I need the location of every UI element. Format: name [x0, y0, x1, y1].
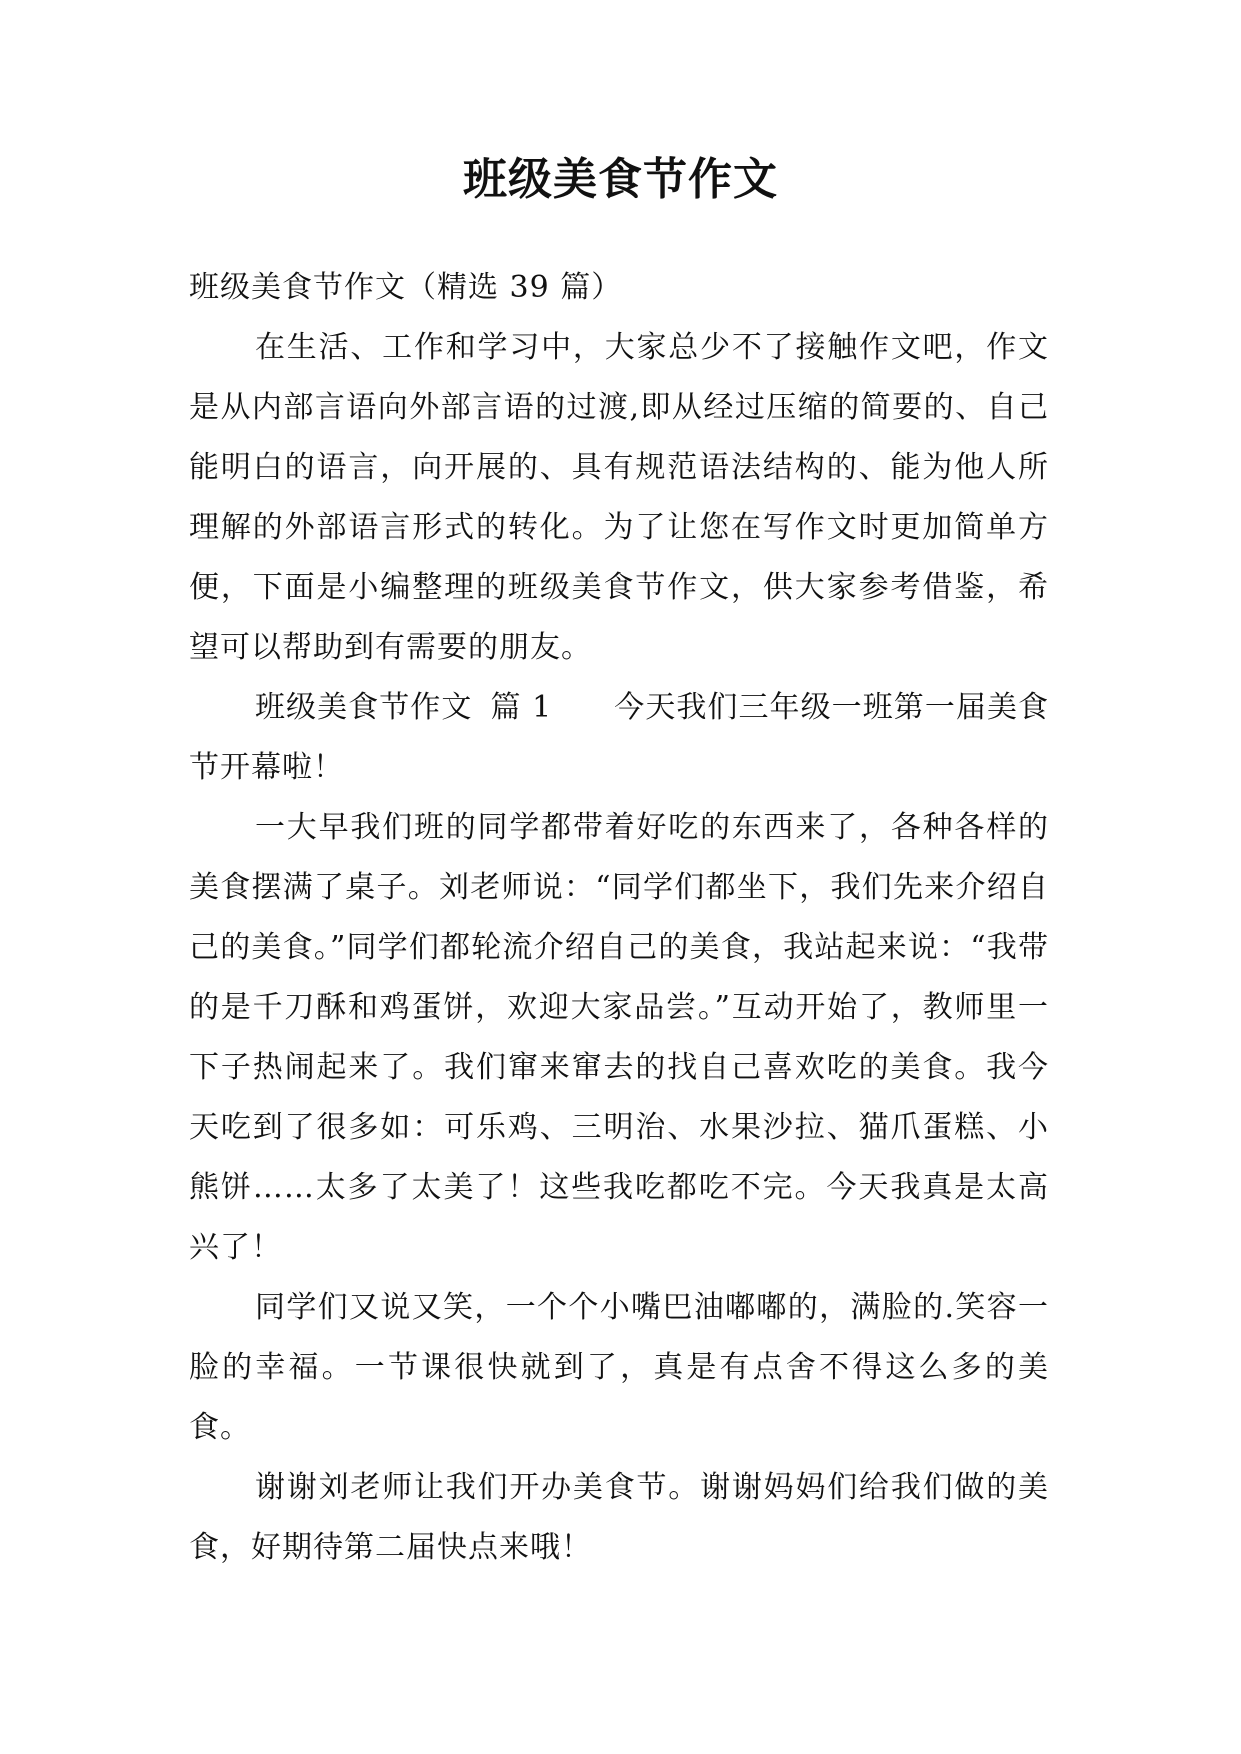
- body-paragraph: 一大早我们班的同学都带着好吃的东西来了，各种各样的美食摆满了桌子。刘老师说：“同学们都坐下，我们先来介绍自己的美食。”同学们都轮流介绍自己的美食，我站起来说：“我带的是千刀酥和鸡蛋饼，欢迎大家品尝。”互动开始了，教师里一下子热闹起来了。我们窜来窜去的找自己喜欢吃的美食。我今天吃到了很多如：可乐鸡、三明治、水果沙拉、猫爪蛋糕、小熊饼……太多了太美了！这些我吃都吃不完。今天我真是太高兴了！: [189, 810, 1049, 1265]
- intro-paragraph: 在生活、工作和学习中，大家总少不了接触作文吧，作文是从内部言语向外部言语的过渡,即从经过压缩的简要的、自己能明白的语言，向开展的、具有规范语法结构的、能为他人所理解的外部语言形式的转化。为了让您在写作文时更加简单方便，下面是小编整理的班级美食节作文，供大家参考借鉴，希望可以帮助到有需要的朋友。: [189, 330, 1049, 665]
- document-subtitle: 班级美食节作文（精选 39 篇）: [189, 270, 623, 305]
- body-paragraph: 谢谢刘老师让我们开办美食节。谢谢妈妈们给我们做的美食，好期待第二届快点来哦！: [189, 1470, 1049, 1565]
- section-first-sentence: 今天我们三年级一班第一届美食节开幕啦！: [189, 690, 1050, 785]
- body-paragraph: 同学们又说又笑，一个个小嘴巴油嘟嘟的，满脸的.笑容一脸的幸福。一节课很快就到了，真是有点舍不得这么多的美食。: [189, 1290, 1049, 1445]
- section-label: 篇 1: [490, 690, 553, 725]
- document-body: [189, 258, 1049, 1578]
- section-heading: 班级美食节作文: [255, 690, 473, 725]
- document-title: 班级美食节作文: [463, 154, 778, 205]
- section-heading-paragraph: [189, 678, 1049, 798]
